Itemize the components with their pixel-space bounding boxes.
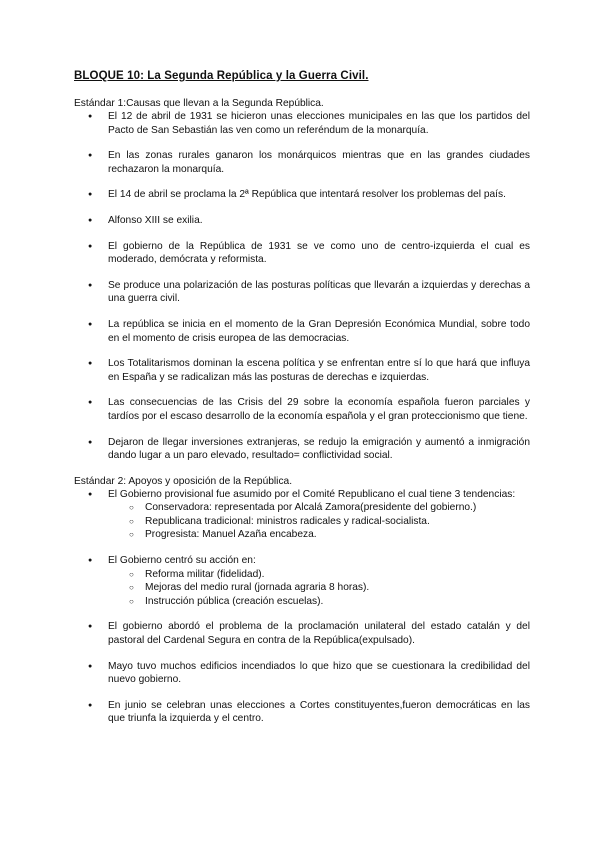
- list-item: ● En las zonas rurales ganaron los monárquicos mientras que en las grandes ciudades rechazaron la monarquía.: [108, 149, 530, 176]
- document-title: BLOQUE 10: La Segunda República y la Guerra Civil.: [74, 70, 369, 82]
- list-item: ● El gobierno de la República de 1931 se ve como uno de centro-izquierda el cual es moderado, demócrata y reformista.: [108, 240, 530, 267]
- list-item: ● El gobierno abordó el problema de la proclamación unilateral del estado catalán y del pastoral del Cardenal Segura en contra de la República(expulsado).: [108, 620, 530, 647]
- list-item: ● Se produce una polarización de las posturas políticas que llevarán a izquierdas y derechas a una guerra civil.: [108, 279, 530, 306]
- standard-2-list: [74, 488, 530, 726]
- sub-list: [108, 568, 530, 609]
- list-item: ● La república se inicia en el momento de la Gran Depresión Económica Mundial, sobre todo en el momento de crisis europea de las democracias.: [108, 318, 530, 345]
- list-item-text: El Gobierno centró su acción en:: [108, 555, 256, 567]
- list-item: ● Mayo tuvo muchos edificios incendiados lo que hizo que se cuestionara la credibilidad del nuevo gobierno.: [108, 660, 530, 687]
- standard-2-heading: Estándar 2: Apoyos y oposición de la República.: [74, 475, 293, 487]
- list-item: ● Dejaron de llegar inversiones extranjeras, se redujo la emigración y aumentó a inmigración dando lugar a un paro elevado, resultado= conflictividad social.: [108, 436, 530, 463]
- standard-1-list: [74, 110, 530, 463]
- list-item: ● El 12 de abril de 1931 se hicieron unas elecciones municipales en las que los partidos del Pacto de San Sebastián las ven como un referéndum de la monarquía.: [108, 110, 530, 137]
- sub-list: [108, 501, 530, 542]
- sub-list-item: ○ Instrucción pública (creación escuelas).: [145, 595, 530, 609]
- sub-list-item: ○ Reforma militar (fidelidad).: [145, 568, 530, 582]
- sub-list-item: ○ Progresista: Manuel Azaña encabeza.: [145, 528, 530, 542]
- sub-list-item: ○ Mejoras del medio rural (jornada agraria 8 horas).: [145, 581, 530, 595]
- sub-list-item: ○ Republicana tradicional: ministros radicales y radical-socialista.: [145, 515, 530, 529]
- list-item: ● El 14 de abril se proclama la 2ª República que intentará resolver los problemas del país.: [108, 188, 530, 202]
- list-item: [108, 554, 530, 608]
- list-item: ● En junio se celebran unas elecciones a Cortes constituyentes,fueron democráticas en las que triunfa la izquierda y el centro.: [108, 699, 530, 726]
- list-item: ● Alfonso XIII se exilia.: [108, 214, 530, 228]
- list-item: ● Los Totalitarismos dominan la escena política y se enfrentan entre sí lo que hará que influya en España y se radicalizan más las posturas de derechas e izquierdas.: [108, 357, 530, 384]
- list-item-text: El Gobierno provisional fue asumido por el Comité Republicano el cual tiene 3 tendencias:: [108, 488, 516, 500]
- list-item: ● Las consecuencias de las Crisis del 29 sobre la economía española fueron parciales y tardíos por el escaso desarrollo de la economía española y el gran proteccionismo que tiene.: [108, 396, 530, 423]
- standard-1-heading: Estándar 1:Causas que llevan a la Segunda República.: [74, 98, 324, 109]
- sub-list-item: ○ Conservadora: representada por Alcalá Zamora(presidente del gobierno.): [145, 501, 530, 515]
- list-item: [108, 488, 530, 542]
